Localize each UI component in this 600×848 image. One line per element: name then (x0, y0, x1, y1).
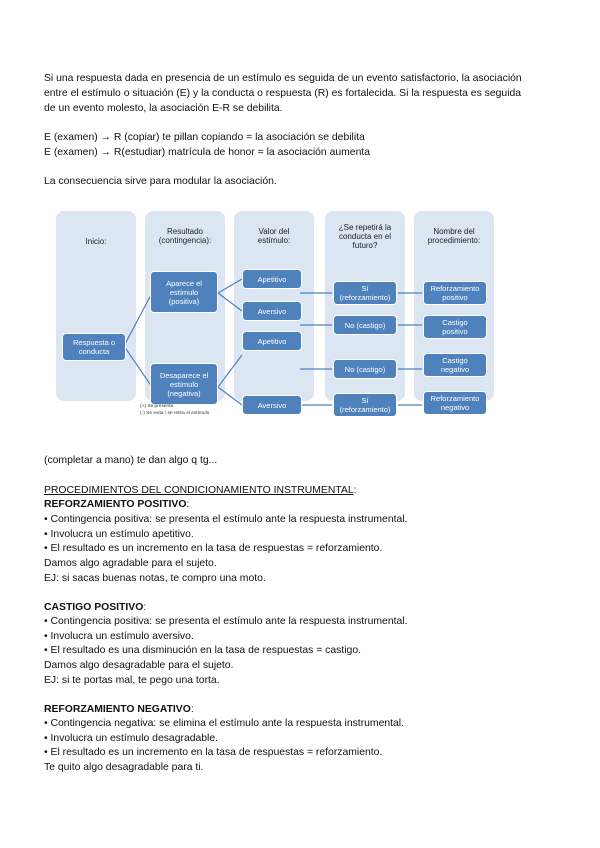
refpos-bullet-2: • Involucra un estímulo apetitivo. (44, 529, 194, 540)
example-copying: E (examen) → R (copiar) te pillan copiando = la asociación se debilita (44, 132, 365, 143)
box-stimulus-appears: Aparece el estímulo (positiva) (150, 271, 218, 313)
box-repeat-yes-2: Sí (reforzamiento) (333, 393, 397, 417)
column-title-stimulus-value: Valor del estímulo: (257, 227, 291, 245)
caspos-text-1: Damos algo desagradable para el sujeto. (44, 660, 234, 671)
box-positive-punishment: Castigo positivo (423, 315, 487, 339)
refpos-title (44, 498, 189, 511)
box-negative-punishment: Castigo negativo (423, 353, 487, 377)
caspos-bullet-3: • El resultado es una disminución en la tasa de respuestas = castigo. (44, 645, 361, 656)
refpos-title-text: REFORZAMIENTO POSITIVO (44, 499, 187, 510)
intro-paragraph-line-2: entre el estímulo o situación (E) y la conducta o respuesta (R) es fortalecida. Si la respuesta es seguida (44, 88, 522, 99)
refpos-bullet-1: • Contingencia positiva: se presenta el estímulo ante la respuesta instrumental. (44, 514, 408, 525)
caspos-title (44, 601, 146, 614)
box-repeat-no-2: No (castigo) (333, 359, 397, 379)
contingency-diagram (56, 211, 522, 432)
refneg-text-1: Te quito algo desagradable para ti. (44, 762, 204, 773)
box-value-aversive-1: Aversivo (242, 301, 302, 321)
intro-paragraph-line-3: de un evento molesto, la asociación E-R se debilita. (44, 103, 283, 114)
intro-paragraph-line-1: Si una respuesta dada en presencia de un estímulo es seguida de un evento satisfactorio, la asociación (44, 73, 522, 84)
refneg-bullet-3: • El resultado es un incremento en la tasa de respuestas = reforzamiento. (44, 747, 383, 758)
handwritten-note: (completar a mano) te dan algo q tg... (44, 455, 218, 466)
box-response: Respuesta o conducta (62, 333, 126, 361)
box-value-aversive-2: Aversivo (242, 395, 302, 415)
procedures-heading (44, 484, 357, 497)
refneg-bullet-2: • Involucra un estímulo desagradable. (44, 733, 219, 744)
box-negative-reinforcement: Reforzamiento negativo (423, 391, 487, 415)
caspos-title-text: CASTIGO POSITIVO (44, 602, 144, 613)
refneg-title-colon: : (190, 704, 194, 715)
caspos-example: EJ: si te portas mal, te pego una torta. (44, 675, 220, 686)
refpos-example: EJ: si sacas buenas notas, te compro una moto. (44, 573, 266, 584)
caspos-title-colon: : (143, 602, 147, 613)
refpos-text-1: Damos algo agradable para el sujeto. (44, 558, 217, 569)
box-positive-reinforcement: Reforzamiento positivo (423, 281, 487, 305)
box-stimulus-disappears: Desaparece el estímulo (negativa) (150, 363, 218, 405)
column-title-repeat: ¿Se repetirá la conducta en el futuro? (338, 223, 392, 250)
box-repeat-no-1: No (castigo) (333, 315, 397, 335)
box-value-appetitive-1: Apetitivo (242, 269, 302, 289)
diagram-footnote-2: (-) Se evita / se retira el estímulo (140, 411, 210, 416)
diagram-footnote-1: (+) Se presenta (140, 404, 174, 409)
consequence-sentence: La consecuencia sirve para modular la asociación. (44, 176, 277, 187)
refneg-title-text: REFORZAMIENTO NEGATIVO (44, 704, 191, 715)
refpos-title-colon: : (186, 499, 190, 510)
procedures-heading-colon: : (353, 485, 357, 496)
example-studying: E (examen) → R(estudiar) matrícula de honor = la asociación aumenta (44, 147, 371, 158)
refpos-bullet-3: • El resultado es un incremento en la tasa de respuestas = reforzamiento. (44, 543, 383, 554)
caspos-bullet-1: • Contingencia positiva: se presenta el estímulo ante la respuesta instrumental. (44, 616, 408, 627)
refneg-title (44, 703, 194, 716)
column-title-start: Inicio: (85, 237, 107, 246)
procedures-heading-text: PROCEDIMIENTOS DEL CONDICIONAMIENTO INSTRUMENTAL (44, 485, 354, 496)
caspos-bullet-2: • Involucra un estímulo aversivo. (44, 631, 194, 642)
column-title-procedure-name: Nombre del procedimiento: (427, 227, 481, 245)
refneg-bullet-1: • Contingencia negativa: se elimina el estímulo ante la respuesta instrumental. (44, 718, 405, 729)
box-value-appetitive-2: Apetitivo (242, 331, 302, 351)
column-title-result: Resultado (contingencia): (158, 227, 212, 245)
box-repeat-yes-1: Sí (reforzamiento) (333, 281, 397, 305)
